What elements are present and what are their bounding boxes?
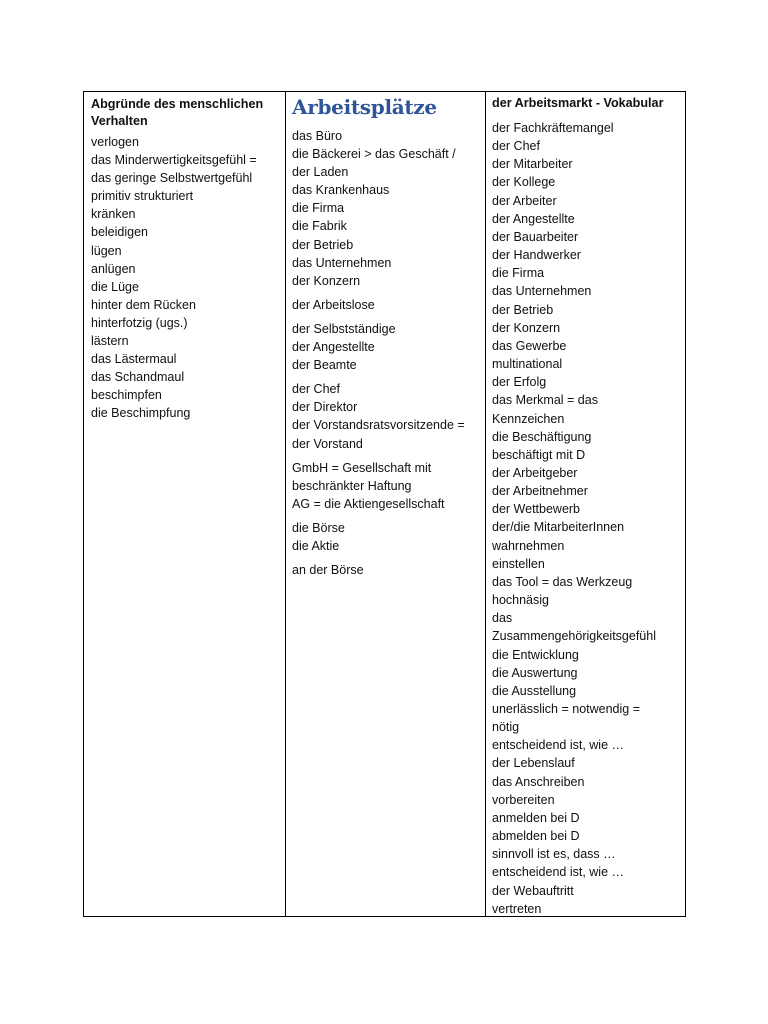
vocab-item: sinnvoll ist es, dass … [492, 847, 616, 862]
vocab-item: der Direktor [292, 400, 358, 415]
vocab-item: der Fachkräftemangel [492, 121, 614, 135]
vocab-group [292, 459, 479, 513]
vocab-item: das Büro [292, 129, 343, 143]
vocab-item: GmbH = Gesellschaft mit [292, 460, 432, 475]
vocab-item: an der Börse [292, 563, 364, 578]
vocab-item: die Entwicklung [492, 647, 579, 662]
column-workplaces [286, 92, 486, 916]
vocab-item: einstellen [492, 556, 545, 571]
vocab-item: der Handwerker [492, 248, 581, 263]
vocab-item: beschränkter Haftung [292, 478, 412, 493]
vocab-item: wahrnehmen [492, 538, 565, 553]
vocab-item: der Arbeiter [492, 193, 557, 208]
vocab-group [292, 561, 479, 579]
vocab-item: der Kollege [492, 175, 556, 190]
vocab-item: vertreten [492, 901, 542, 916]
vocab-item: hinterfotzig (ugs.) [91, 315, 188, 330]
vocab-item: der Chef [492, 139, 540, 154]
vocab-item: der Chef [292, 382, 340, 397]
column1-heading: Abgründe des menschlichen Verhalten [91, 97, 264, 128]
vocab-item: der Arbeitnehmer [492, 484, 588, 499]
vocab-item: die Auswertung [492, 665, 578, 680]
vocabulary-table [83, 91, 686, 917]
vocab-item: das [492, 611, 513, 626]
vocab-item: die Firma [292, 201, 345, 216]
vocab-item: beschimpfen [91, 388, 162, 403]
vocab-item: das Gewerbe [492, 338, 567, 353]
vocab-item: die Ausstellung [492, 683, 577, 698]
vocab-item: das Unternehmen [292, 255, 392, 270]
vocab-item: hinter dem Rücken [91, 297, 196, 312]
vocab-item: beleidigen [91, 225, 148, 240]
column1-list [91, 133, 279, 423]
vocab-item: die Fabrik [292, 219, 347, 234]
vocab-item: das Unternehmen [492, 284, 592, 299]
vocab-item: die Lüge [91, 279, 139, 294]
vocab-item: die Firma [492, 266, 545, 281]
vocab-item: der/die MitarbeiterInnen [492, 520, 625, 535]
vocab-item: Zusammengehörigkeitsgefühl [492, 629, 656, 644]
vocab-item: der Erfolg [492, 375, 547, 390]
vocab-item: der Arbeitgeber [492, 465, 578, 480]
vocab-item: abmelden bei D [492, 829, 580, 844]
vocab-item: der Arbeitslose [292, 297, 375, 312]
column3-heading: der Arbeitsmarkt - Vokabular [492, 96, 664, 110]
vocab-item: der Konzern [292, 273, 361, 288]
vocab-item: lügen [91, 243, 122, 258]
vocab-item: der Laden [292, 165, 349, 180]
vocab-item: verlogen [91, 135, 139, 149]
vocab-group [292, 320, 479, 374]
vocab-item: der Angestellte [492, 211, 575, 226]
vocab-item: das Minderwertigkeitsgefühl = [91, 153, 257, 168]
workplaces-title: Arbeitsplätze [292, 95, 437, 119]
vocab-item: beschäftigt mit D [492, 447, 586, 462]
vocab-item: der Vorstandsratsvorsitzende = [292, 418, 465, 433]
vocab-item: kränken [91, 207, 136, 222]
vocab-item: hochnäsig [492, 593, 549, 608]
column3-list [492, 119, 679, 918]
vocab-group [292, 296, 479, 314]
column-job-market [486, 92, 685, 916]
vocab-item: das Merkmal = das [492, 393, 598, 408]
vocab-item: der Vorstand [292, 436, 363, 451]
vocab-item: die Aktie [292, 538, 340, 553]
column-human-abyss [84, 92, 286, 916]
vocab-item: der Angestellte [292, 340, 375, 355]
vocab-item: das Lästermaul [91, 352, 177, 367]
vocab-item: unerlässlich = notwendig = [492, 702, 641, 716]
vocab-item: primitiv strukturiert [91, 189, 194, 204]
vocab-item: das Krankenhaus [292, 183, 390, 198]
vocab-group [292, 380, 479, 452]
vocab-item: das geringe Selbstwertgefühl [91, 171, 253, 186]
vocab-item: das Tool = das Werkzeug [492, 574, 633, 589]
vocab-item: lästern [91, 334, 129, 349]
vocab-item: das Schandmaul [91, 370, 185, 385]
vocab-item: Kennzeichen [492, 411, 565, 426]
vocab-item: der Betrieb [492, 302, 554, 317]
vocab-item: anmelden bei D [492, 810, 580, 825]
vocab-item: der Webauftritt [492, 883, 574, 898]
column2-groups [292, 127, 479, 579]
vocab-item: entscheidend ist, wie … [492, 865, 625, 880]
vocab-item: die Beschäftigung [492, 429, 592, 444]
vocab-item: anlügen [91, 261, 136, 276]
vocab-item: der Konzern [492, 320, 561, 335]
vocab-item: der Mitarbeiter [492, 157, 573, 172]
vocab-item: die Beschimpfung [91, 406, 191, 421]
vocab-item: der Betrieb [292, 237, 354, 252]
vocab-item: das Anschreiben [492, 774, 585, 789]
vocab-item: der Bauarbeiter [492, 229, 579, 244]
vocab-item: vorbereiten [492, 792, 555, 807]
vocab-item: entscheidend ist, wie … [492, 738, 625, 753]
vocab-group [292, 127, 479, 290]
vocab-item: AG = die Aktiengesellschaft [292, 496, 445, 511]
vocab-item: die Bäckerei > das Geschäft / [292, 147, 456, 162]
vocab-item: nötig [492, 720, 520, 735]
vocab-item: der Selbstständige [292, 321, 396, 336]
vocab-item: multinational [492, 357, 563, 372]
vocab-item: der Wettbewerb [492, 502, 581, 517]
vocab-item: die Börse [292, 520, 345, 535]
vocab-item: der Lebenslauf [492, 756, 575, 771]
vocab-item: der Beamte [292, 358, 357, 373]
vocab-group [292, 519, 479, 555]
